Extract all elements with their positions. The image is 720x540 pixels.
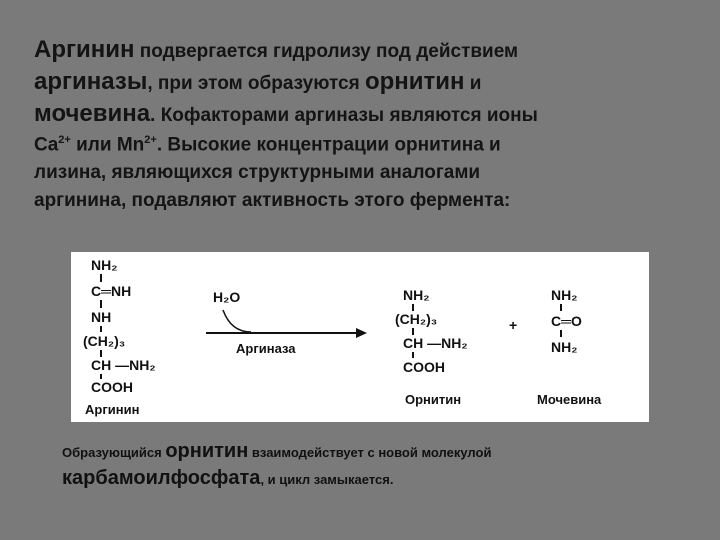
- ornithine-structure: [395, 287, 468, 407]
- ornithine-line-2: (CH₂)₃: [395, 311, 438, 327]
- arginine-line-4: (CH₂)₃: [83, 333, 126, 349]
- note-text-2: взаимодействует с новой молекулой: [248, 445, 492, 460]
- ornithine-line-4: COOH: [403, 359, 445, 375]
- paragraph-line-2: [34, 70, 694, 94]
- urea-line-2: C═O: [551, 313, 582, 329]
- note-term-ornithine: орнитин: [165, 440, 249, 462]
- ornithine-line-1: NH₂: [403, 287, 430, 303]
- arginine-line-1: NH₂: [91, 257, 118, 273]
- urea-name: Мочевина: [537, 392, 602, 407]
- note-line-2: [62, 467, 682, 490]
- arrow-head: [356, 328, 367, 338]
- urea-structure: [537, 287, 602, 407]
- ion-mn-charge: 2+: [144, 134, 157, 146]
- plus-sign: +: [509, 317, 518, 333]
- line3-text: . Кофакторами аргиназы являются ионы: [150, 105, 538, 126]
- arginine-structure: [83, 257, 156, 417]
- term-ornithine: орнитин: [364, 68, 465, 95]
- line2-end: и: [464, 73, 482, 94]
- enzyme-label: Аргиназа: [236, 341, 296, 356]
- note-text-1: Образующийся: [62, 445, 166, 460]
- reaction-svg: [71, 252, 649, 422]
- main-paragraph: [34, 38, 694, 210]
- urea-line-1: NH₂: [551, 287, 578, 303]
- paragraph-line-6: аргинина, подавляют активность этого фермента:: [34, 190, 511, 212]
- paragraph-line-3: [34, 102, 694, 126]
- note-term-carbamoyl: карбамоилфосфата: [62, 467, 261, 489]
- water-curve: [223, 310, 251, 332]
- reaction-arrow-group: [206, 289, 367, 356]
- term-arginine: Аргинин: [34, 36, 135, 63]
- ion-ca-charge: 2+: [58, 134, 71, 146]
- line1-text: подвергается гидролизу под действием: [134, 41, 519, 62]
- arginine-line-6: COOH: [91, 379, 133, 395]
- closing-note: [62, 440, 682, 490]
- term-arginase: аргиназы: [34, 68, 148, 95]
- water-label: H₂O: [213, 289, 241, 305]
- paragraph-line-4: [34, 135, 694, 154]
- note-text-3: , и цикл замыкается.: [260, 472, 394, 487]
- line4-end: . Высокие концентрации орнитина и: [156, 134, 501, 156]
- note-line-1: [62, 440, 682, 463]
- line4-mid: или Mn: [70, 134, 145, 156]
- paragraph-line-1: [34, 38, 694, 62]
- term-urea: мочевина: [34, 100, 151, 127]
- arginine-name: Аргинин: [85, 402, 140, 417]
- ornithine-line-3: CH —NH₂: [403, 335, 468, 351]
- ornithine-name: Орнитин: [405, 392, 462, 407]
- ion-ca: Ca: [34, 134, 59, 156]
- arginine-line-3: NH: [91, 309, 112, 325]
- paragraph-line-5: лизина, являющихся структурными аналогами: [34, 162, 481, 184]
- urea-line-3: NH₂: [551, 339, 578, 355]
- arginine-line-5: CH —NH₂: [91, 357, 156, 373]
- line2-text: , при этом образуются: [147, 73, 365, 94]
- arginine-line-2: C═NH: [91, 283, 132, 299]
- reaction-diagram: [71, 252, 649, 422]
